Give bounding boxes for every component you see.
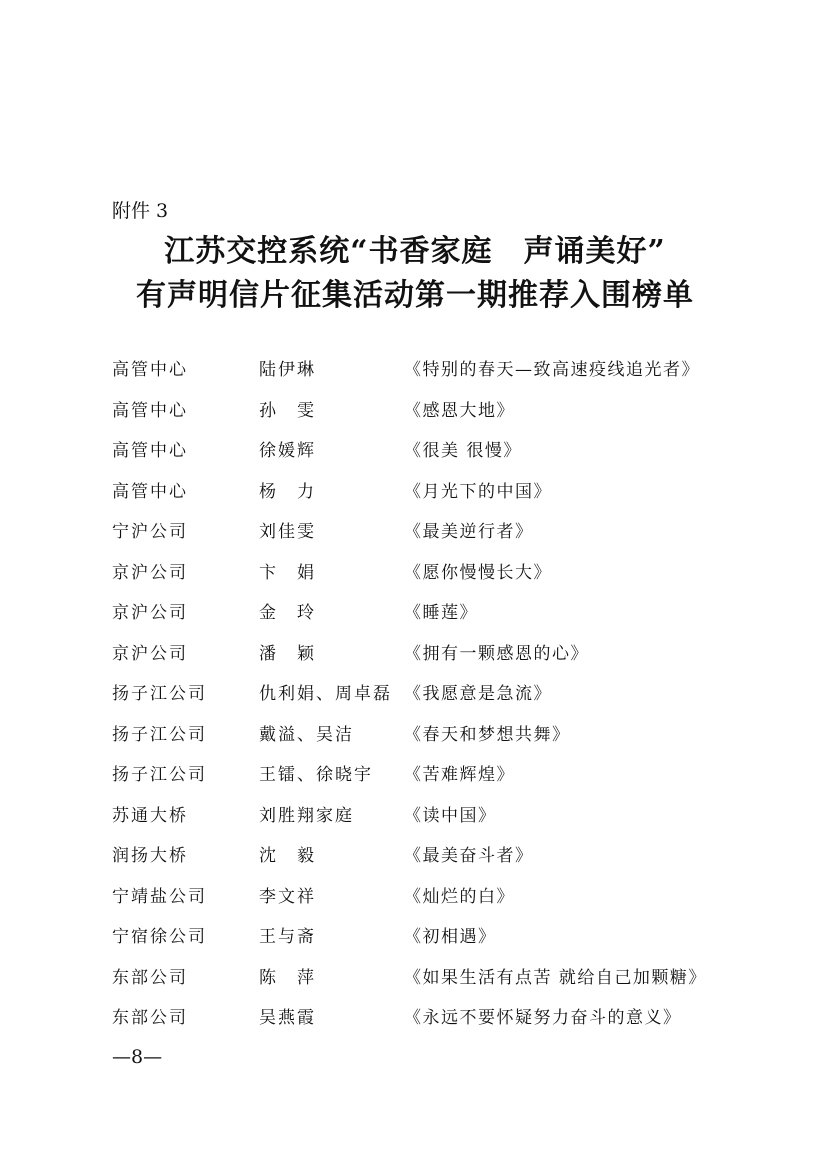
list-item xyxy=(112,1000,752,1041)
participant-name: 仇利娟、周卓磊 xyxy=(259,684,392,704)
list-item xyxy=(112,595,752,636)
work-title: 《永远不要怀疑努力奋斗的意义》 xyxy=(404,1008,682,1028)
participant-name: 陈 萍 xyxy=(259,967,316,988)
work-title: 《初相遇》 xyxy=(404,927,497,947)
list-item xyxy=(112,838,752,879)
work-title: 《我愿意是急流》 xyxy=(404,684,552,704)
unit-name: 宁靖盐公司 xyxy=(112,886,207,907)
unit-name: 高管中心 xyxy=(112,481,188,502)
work-title: 《最美奋斗者》 xyxy=(404,846,534,866)
unit-name: 宁沪公司 xyxy=(112,522,188,542)
work-title: 《如果生活有点苦 就给自己加颗糖》 xyxy=(404,967,707,988)
work-title: 《苦难辉煌》 xyxy=(404,765,515,785)
unit-name: 东部公司 xyxy=(112,1008,188,1028)
unit-name: 高管中心 xyxy=(112,360,188,380)
participant-name: 孙 雯 xyxy=(259,400,316,421)
document-title-line-2: 有声明信片征集活动第一期推荐入围榜单 xyxy=(136,278,694,313)
participant-name: 李文祥 xyxy=(259,886,316,907)
unit-name: 扬子江公司 xyxy=(112,724,207,745)
unit-name: 京沪公司 xyxy=(112,643,188,664)
participant-name: 刘胜翔家庭 xyxy=(259,805,354,826)
page-number: —8— xyxy=(112,1046,163,1068)
work-title: 《愿你慢慢长大》 xyxy=(404,562,552,583)
participant-name: 戴溢、吴洁 xyxy=(259,724,354,745)
list-item xyxy=(112,919,752,960)
participant-name: 吴燕霞 xyxy=(259,1008,316,1028)
work-title: 《感恩大地》 xyxy=(404,400,515,421)
work-title: 《读中国》 xyxy=(404,805,497,826)
list-item xyxy=(112,352,752,393)
document-title-line-1: 江苏交控系统“书香家庭 声诵美好” xyxy=(164,234,666,269)
work-title: 《春天和梦想共舞》 xyxy=(404,724,571,745)
work-title: 《最美逆行者》 xyxy=(404,522,534,542)
work-title: 《月光下的中国》 xyxy=(404,481,552,502)
list-item xyxy=(112,676,752,717)
list-item xyxy=(112,555,752,596)
list-item xyxy=(112,879,752,920)
participant-name: 陆伊琳 xyxy=(259,360,316,380)
work-title: 《拥有一颗感恩的心》 xyxy=(404,643,589,664)
participant-name: 卞 娟 xyxy=(259,562,316,583)
participant-name: 王镭、徐晓宇 xyxy=(259,765,373,785)
participant-name: 沈 毅 xyxy=(259,846,316,866)
list-item xyxy=(112,514,752,555)
list-item xyxy=(112,757,752,798)
unit-name: 京沪公司 xyxy=(112,603,188,623)
unit-name: 苏通大桥 xyxy=(112,805,188,826)
list-item xyxy=(112,960,752,1001)
unit-name: 扬子江公司 xyxy=(112,684,207,704)
list-item xyxy=(112,798,752,839)
unit-name: 宁宿徐公司 xyxy=(112,927,207,947)
unit-name: 东部公司 xyxy=(112,967,188,988)
unit-name: 高管中心 xyxy=(112,441,188,461)
list-item xyxy=(112,474,752,515)
unit-name: 扬子江公司 xyxy=(112,765,207,785)
participant-name: 潘 颖 xyxy=(259,643,316,664)
participant-name: 金 玲 xyxy=(259,603,316,623)
list-item xyxy=(112,393,752,434)
participant-name: 王与斋 xyxy=(259,927,316,947)
list-item xyxy=(112,433,752,474)
participant-name: 徐媛辉 xyxy=(259,441,316,461)
work-title: 《灿烂的白》 xyxy=(404,886,515,907)
work-title: 《很美 很慢》 xyxy=(404,441,522,461)
attachment-label: 附件 3 xyxy=(112,200,169,222)
list-item xyxy=(112,717,752,758)
nominee-list xyxy=(112,352,752,1041)
work-title: 《睡莲》 xyxy=(404,603,478,623)
participant-name: 杨 力 xyxy=(259,481,316,502)
unit-name: 高管中心 xyxy=(112,400,188,421)
unit-name: 润扬大桥 xyxy=(112,846,188,866)
unit-name: 京沪公司 xyxy=(112,562,188,583)
work-title: 《特别的春天—致高速疫线追光者》 xyxy=(404,360,700,380)
list-item xyxy=(112,636,752,677)
participant-name: 刘佳雯 xyxy=(259,522,316,542)
